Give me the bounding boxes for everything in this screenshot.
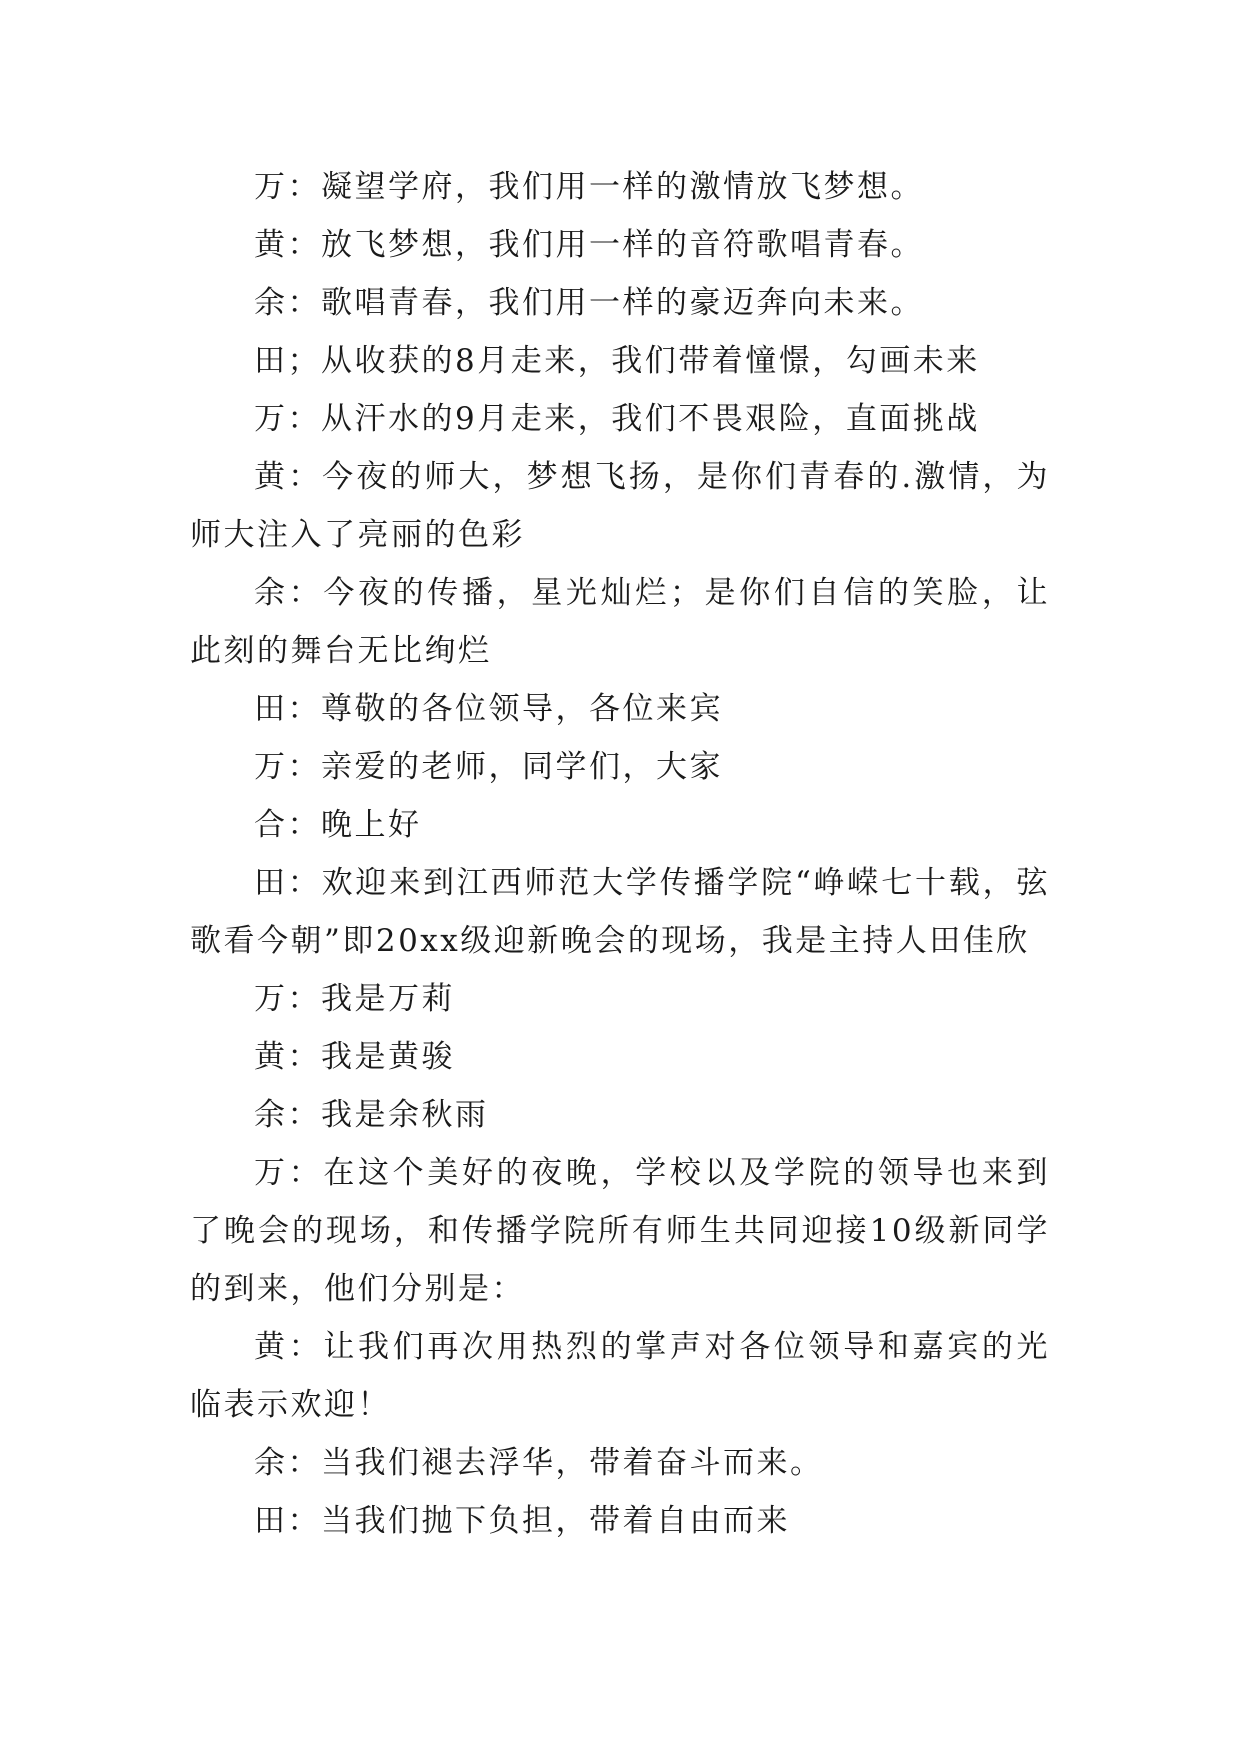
- dialogue-line: 万：我是万莉: [254, 981, 455, 1017]
- dialogue-line: 余：当我们褪去浮华，带着奋斗而来。: [254, 1445, 824, 1481]
- document-body: [190, 158, 1050, 1550]
- dialogue-line: 黄：我是黄骏: [254, 1039, 455, 1075]
- dialogue-line: 田；从收获的8月走来，我们带着憧憬，勾画未来: [254, 343, 980, 379]
- dialogue-line: 余：今夜的传播，星光灿烂；是你们自信的笑脸，让此刻的舞台无比绚烂: [190, 575, 1050, 669]
- dialogue-line: 余：我是余秋雨: [254, 1097, 489, 1133]
- dialogue-line: 万：在这个美好的夜晚，学校以及学院的领导也来到了晚会的现场，和传播学院所有师生共同迎接10级新同学的到来，他们分别是：: [190, 1155, 1050, 1307]
- dialogue-line: 万：从汗水的9月走来，我们不畏艰险，直面挑战: [254, 401, 980, 437]
- dialogue-line: 田：当我们抛下负担，带着自由而来: [254, 1503, 790, 1539]
- dialogue-line: 万：凝望学府，我们用一样的激情放飞梦想。: [254, 169, 924, 205]
- dialogue-line: 田：尊敬的各位领导，各位来宾: [254, 691, 723, 727]
- dialogue-line: 黄：让我们再次用热烈的掌声对各位领导和嘉宾的光临表示欢迎！: [190, 1329, 1050, 1423]
- dialogue-line: 黄：今夜的师大，梦想飞扬，是你们青春的.激情，为师大注入了亮丽的色彩: [190, 459, 1050, 553]
- dialogue-line: 合：晚上好: [254, 807, 422, 843]
- dialogue-line: 万：亲爱的老师，同学们，大家: [254, 749, 723, 785]
- dialogue-line: 余：歌唱青春，我们用一样的豪迈奔向未来。: [254, 285, 924, 321]
- dialogue-line: 田：欢迎来到江西师范大学传播学院“峥嵘七十载，弦歌看今朝”即20xx级迎新晚会的现场，我是主持人田佳欣: [190, 865, 1050, 959]
- dialogue-line: 黄：放飞梦想，我们用一样的音符歌唱青春。: [254, 227, 924, 263]
